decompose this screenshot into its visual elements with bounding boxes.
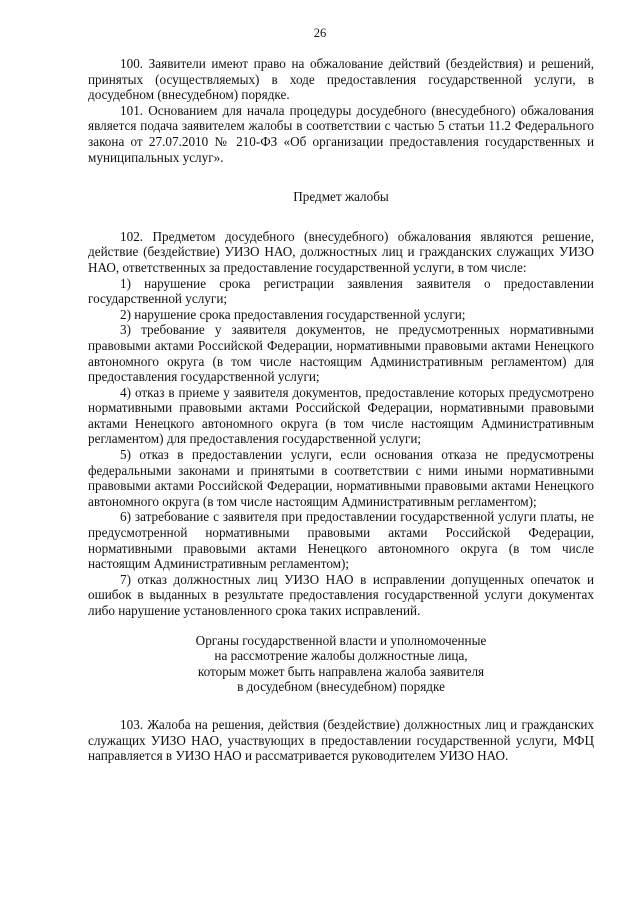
page-number: 26 xyxy=(313,26,327,40)
heading-authorities-line-2: на рассмотрение жалобы должностные лица, xyxy=(214,648,468,664)
list-item-6: 6) затребование с заявителя при предоставлении государственной услуги платы, не предусмотренной нормативными правовыми актами Российской Федерации, нормативными правовыми актами Ненецкого автономного округа (в том числе настоящим Административным регламентом); xyxy=(88,509,594,572)
list-item-7: 7) отказ должностных лиц УИЗО НАО в исправлении допущенных опечаток и ошибок в выданных в результате предоставления государственной услуги документах либо нарушение установленного срока таких исправлений. xyxy=(88,571,594,618)
heading-subject-of-complaint: Предмет жалобы xyxy=(293,189,389,205)
heading-authorities xyxy=(88,633,594,695)
heading-authorities-line-4: в досудебном (внесудебном) порядке xyxy=(237,679,445,695)
paragraph-102: 102. Предметом досудебного (внесудебного) обжалования являются решение, действие (бездействие) УИЗО НАО, должностных лиц и гражданских служащих УИЗО НАО, ответственных за предоставление государственной услуги, в том числе: xyxy=(88,228,594,275)
list-item-4: 4) отказ в приеме у заявителя документов, предоставление которых предусмотрено нормативными правовыми актами Российской Федерации, нормативными правовыми актами Ненецкого автономного округа (в том числе настоящим Административным регламентом) для предоставления государственной услуги; xyxy=(88,384,594,447)
heading-authorities-line-1: Органы государственной власти и уполномоченные xyxy=(195,632,487,648)
list-item-2: 2) нарушение срока предоставления государственной услуги; xyxy=(120,306,466,322)
paragraph-103: 103. Жалоба на решения, действия (бездействие) должностных лиц и гражданских служащих УИЗО НАО, участвующих в предоставлении государственной услуги, МФЦ направляется в УИЗО НАО и рассматривается руководителем УИЗО НАО. xyxy=(88,716,594,764)
paragraph-100: 100. Заявители имеют право на обжалование действий (бездействия) и решений, принятых (осуществляемых) в ходе предоставления государственной услуги, в досудебном (внесудебном) порядке. xyxy=(88,56,594,103)
paragraph-101: 101. Основанием для начала процедуры досудебного (внесудебного) обжалования является подача заявителем жалобы в соответствии с частью 5 статьи 11.2 Федерального закона от 27.07.2010 № 210-ФЗ «Об организации предоставления государственных и муниципальных услуг». xyxy=(88,102,594,165)
list-item-1: 1) нарушение срока регистрации заявления заявителя о предоставлении государственной услуги; xyxy=(88,275,594,307)
heading-authorities-line-3: которым может быть направлена жалоба заявителя xyxy=(197,663,485,679)
document-body xyxy=(88,56,594,764)
list-item-5: 5) отказ в предоставлении услуги, если основания отказа не предусмотрены федеральными законами и принятыми в соответствии с ними иными нормативными правовыми актами Российской Федерации, нормативными правовыми актами Ненецкого автономного округа (в том числе настоящим Административным регламентом); xyxy=(88,447,594,509)
list-item-3: 3) требование у заявителя документов, не предусмотренных нормативными правовыми актами Российской Федерации, нормативными правовыми актами Ненецкого автономного округа (в том числе настоящим Административным регламентом) для предоставления государственной услуги; xyxy=(88,322,594,385)
